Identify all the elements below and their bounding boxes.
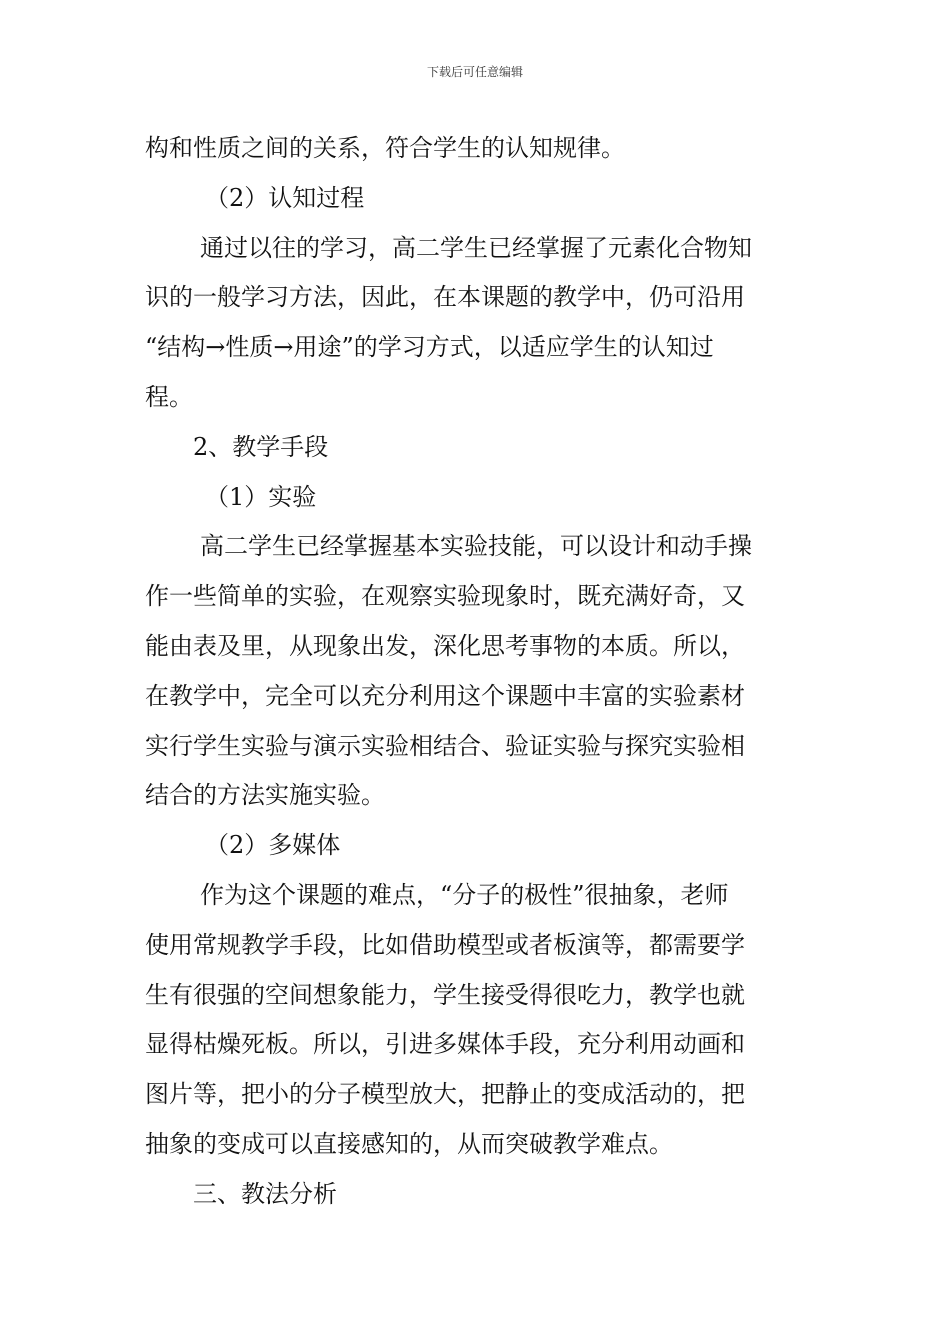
paragraph-line: 高二学生已经掌握基本实验技能，可以设计和动手操	[200, 532, 752, 561]
paragraph-line: 实行学生实验与演示实验相结合、验证实验与探究实验相	[145, 731, 745, 760]
paragraph-line: 结合的方法实施实验。	[145, 781, 385, 810]
paragraph-line: 图片等，把小的分子模型放大，把静止的变成活动的，把	[145, 1080, 745, 1109]
paragraph-line: 构和性质之间的关系，符合学生的认知规律。	[145, 134, 625, 162]
paragraph-line: 抽象的变成可以直接感知的，从而突破教学难点。	[145, 1129, 673, 1158]
paragraph-line: 能由表及里，从现象出发，深化思考事物的本质。所以，	[145, 631, 745, 660]
subsection-heading-cognitive-process: （2）认知过程	[205, 183, 365, 212]
paragraph-line: 识的一般学习方法，因此，在本课题的教学中，仍可沿用	[145, 283, 745, 312]
paragraph-line: 生有很强的空间想象能力，学生接受得很吃力，教学也就	[145, 980, 745, 1009]
section-heading-teaching-means: 2、教学手段	[193, 432, 329, 461]
document-body	[145, 124, 815, 1220]
section-heading-teaching-method-analysis: 三、教法分析	[193, 1179, 337, 1208]
page-header: 下载后可任意编辑	[426, 65, 523, 79]
subsection-heading-experiment: （1）实验	[205, 482, 317, 511]
paragraph-line: “结构→性质→用途”的学习方式，以适应学生的认知过	[145, 333, 714, 362]
paragraph-line: 使用常规教学手段，比如借助模型或者板演等，都需要学	[145, 930, 745, 959]
paragraph-line: 通过以往的学习，高二学生已经掌握了元素化合物知	[200, 233, 752, 262]
subsection-heading-multimedia: （2）多媒体	[205, 831, 341, 860]
paragraph-line: 显得枯燥死板。所以，引进多媒体手段，充分利用动画和	[145, 1030, 745, 1059]
paragraph-line: 程。	[145, 382, 193, 411]
paragraph-line: 作为这个课题的难点，“分子的极性”很抽象，老师	[200, 880, 729, 909]
paragraph-line: 作一些简单的实验，在观察实验现象时，既充满好奇，又	[145, 582, 745, 611]
paragraph-line: 在教学中，完全可以充分利用这个课题中丰富的实验素材	[145, 681, 745, 710]
